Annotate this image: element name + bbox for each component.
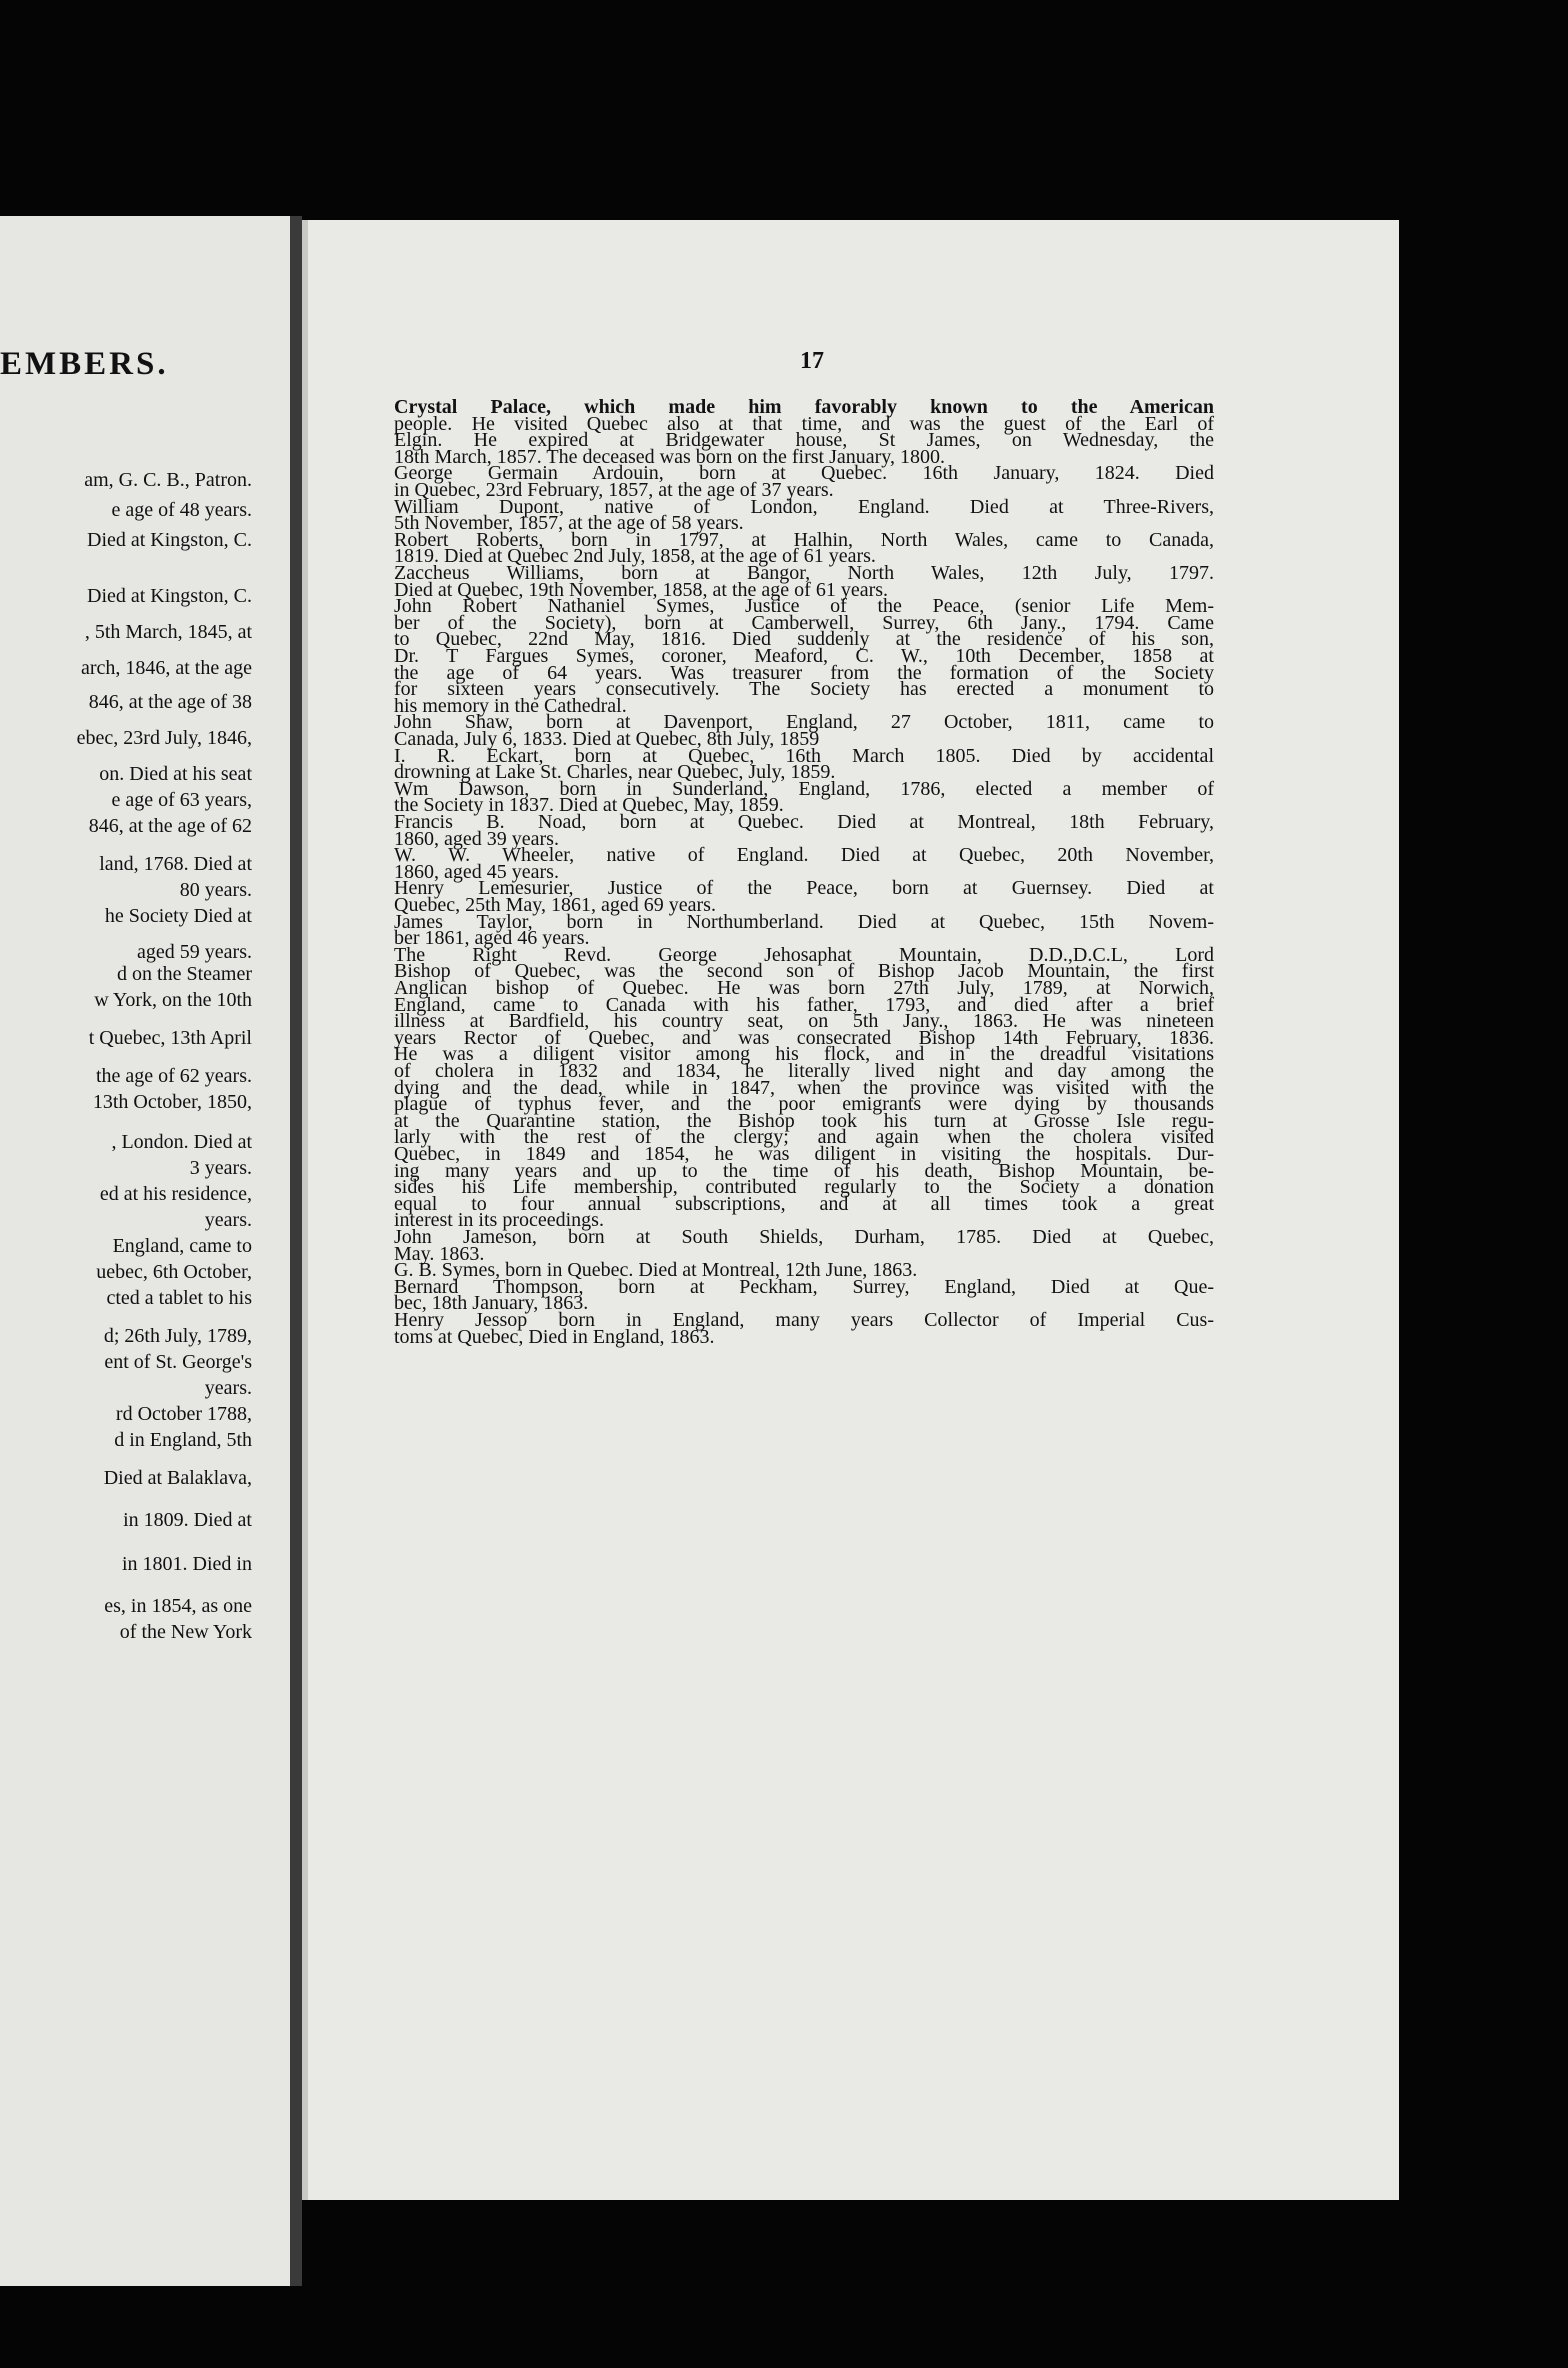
body-text-line: interest in its proceedings. [394, 1209, 604, 1232]
body-text-line: at the Quarantine station, the Bishop took his turn at Grosse Isle regu- [394, 1109, 1214, 1132]
left-page-line: d on the Steamer [117, 963, 252, 985]
body-text-line: John Robert Nathaniel Symes, Justice of the Peace, (senior Life Mem- [394, 595, 1214, 618]
body-text-line: Canada, July 6, 1833. Died at Quebec, 8th July, 1859 [394, 728, 820, 750]
body-text-line: 1860, aged 39 years. [394, 827, 559, 850]
left-page-line: t Quebec, 13th April [88, 1027, 252, 1049]
left-page-line: d in England, 5th [114, 1429, 252, 1451]
body-text-line: G. B. Symes, born in Quebec. Died at Montreal, 12th June, 1863. [394, 1259, 918, 1282]
left-page-line: of the New York [119, 1621, 252, 1643]
body-text-line: bec, 18th January, 1863. [394, 1292, 589, 1315]
page-gutter [290, 216, 302, 2286]
body-text-line: dying and the dead, while in 1847, when the province was visited with the [394, 1076, 1214, 1099]
left-page-line: years. [204, 1209, 252, 1231]
body-text-line: to Quebec, 22nd May, 1816. Died suddenly at the residence of his son, [394, 628, 1214, 651]
left-page-line: in 1809. Died at [123, 1509, 252, 1531]
left-page-line: am, G. C. B., Patron. [84, 469, 252, 491]
left-page [0, 216, 290, 2286]
body-text-line: The Right Revd. George Jehosaphat Mountain, D.D.,D.C.L, Lord [394, 943, 1214, 966]
left-page-line: ebec, 23rd July, 1846, [76, 727, 252, 749]
left-page-line: e age of 48 years. [111, 499, 252, 521]
left-page-line: ent of St. George's [104, 1351, 252, 1373]
left-page-line: rd October 1788, [115, 1403, 252, 1425]
body-text-line: Henry Lemesurier, Justice of the Peace, born at Guernsey. Died at [394, 877, 1214, 900]
left-page-line: d; 26th July, 1789, [103, 1325, 252, 1347]
body-text-line: England, came to Canada with his father, 1793, and died after a brief [394, 993, 1214, 1016]
left-page-line: es, in 1854, as one [104, 1595, 252, 1617]
left-page-line: ed at his residence, [99, 1183, 252, 1205]
body-text-line: Anglican bishop of Quebec. He was born 27th July, 1789, at Norwich, [394, 977, 1214, 999]
body-text-line: people. He visited Quebec also at that time, and was the guest of the Earl of [394, 412, 1214, 435]
left-page-line: on. Died at his seat [99, 763, 252, 785]
body-text-line: in Quebec, 23rd February, 1857, at the age of 37 years. [394, 479, 834, 501]
left-page-line: , London. Died at [111, 1131, 252, 1153]
page-edge-shadow [302, 220, 308, 2200]
left-page-line: Died at Kingston, C. [87, 585, 252, 607]
body-text-line: illness at Bardfield, his country seat, on 5th Jany., 1863. He was nineteen [394, 1010, 1214, 1033]
body-text-line: I. R. Eckart, born at Quebec, 16th March 1805. Died by accidental [394, 744, 1214, 767]
body-text-line: equal to four annual subscriptions, and at all times took a great [394, 1192, 1214, 1215]
left-page-line: 846, at the age of 62 [88, 815, 252, 837]
body-text-line: John Jameson, born at South Shields, Durham, 1785. Died at Quebec, [394, 1226, 1214, 1248]
right-page [302, 220, 1399, 2200]
body-text-line: Crystal Palace, which made him favorably known to the American [394, 396, 1214, 418]
body-text-line: drowning at Lake St. Charles, near Quebec, July, 1859. [394, 761, 836, 784]
left-page-line: he Society Died at [104, 905, 252, 927]
body-text-line: Francis B. Noad, born at Quebec. Died at Montreal, 18th February, [394, 811, 1214, 833]
body-text-line: the Society in 1837. Died at Quebec, May, 1859. [394, 794, 784, 817]
left-page-line: England, came to [112, 1235, 252, 1257]
left-page-line: w York, on the 10th [94, 989, 252, 1011]
left-page-line: uebec, 6th October, [96, 1261, 252, 1283]
body-text-line: for sixteen years consecutively. The Society has erected a monument to [394, 678, 1214, 701]
body-text-line: Wm Dawson, born in Sunderland, England, 1786, elected a member of [394, 777, 1214, 800]
left-page-line: years. [204, 1377, 252, 1399]
left-page-line: 80 years. [179, 879, 252, 901]
body-text-line: May. 1863. [394, 1242, 485, 1265]
body-text-line: Robert Roberts, born in 1797, at Halhin, North Wales, came to Canada, [394, 528, 1214, 551]
body-text-line: W. W. Wheeler, native of England. Died at Quebec, 20th November, [394, 844, 1214, 867]
body-text-line: He was a diligent visitor among his flock, and in the dreadful visitations [394, 1043, 1214, 1066]
left-page-line: 846, at the age of 38 [88, 691, 252, 713]
body-text-line: plague of typhus fever, and the poor emigrants were dying by thousands [394, 1093, 1214, 1116]
left-page-line: arch, 1846, at the age [80, 657, 252, 679]
body-text-line: Quebec, 25th May, 1861, aged 69 years. [394, 894, 716, 916]
body-text-line: his memory in the Cathedral. [394, 694, 627, 717]
body-text-line: 5th November, 1857, at the age of 58 years. [394, 512, 744, 535]
body-text-line: Dr. T Fargues Symes, coroner, Meaford, C. W., 10th December, 1858 at [394, 645, 1214, 667]
left-page-line: 3 years. [189, 1157, 252, 1179]
left-page-line: land, 1768. Died at [99, 853, 252, 875]
body-text-line: the age of 64 years. Was treasurer from the formation of the Society [394, 661, 1214, 684]
body-text-line: sides his Life membership, contributed regularly to the Society a donation [394, 1176, 1214, 1199]
body-text-line: of cholera in 1832 and 1834, he literally lived night and day among the [394, 1060, 1214, 1082]
body-text-line: 18th March, 1857. The deceased was born on the first January, 1800. [394, 445, 945, 468]
body-text-line: Elgin. He expired at Bridgewater house, St James, on Wednesday, the [394, 429, 1214, 452]
body-text-line: ber 1861, aged 46 years. [394, 927, 590, 950]
left-page-line: , 5th March, 1845, at [84, 621, 252, 643]
body-text-line: Died at Quebec, 19th November, 1858, at the age of 61 years. [394, 578, 889, 601]
body-text-line: James Taylor, born in Northumberland. Died at Quebec, 15th Novem- [394, 910, 1214, 933]
body-text-line: years Rector of Quebec, and was consecrated Bishop 14th February, 1836. [394, 1026, 1214, 1049]
left-page-line: cted a tablet to his [106, 1287, 252, 1309]
body-text-line: toms at Quebec, Died in England, 1863. [394, 1325, 715, 1348]
body-text-line: ing many years and up to the time of his death, Bishop Mountain, be- [394, 1159, 1214, 1182]
body-text-line: Zaccheus Williams, born at Bangor, North Wales, 12th July, 1797. [394, 562, 1214, 584]
body-text-line: George Germain Ardouin, born at Quebec. 16th January, 1824. Died [394, 462, 1214, 485]
body-text-line: larly with the rest of the clergy; and again when the cholera visited [394, 1126, 1214, 1149]
left-page-heading: EMBERS. [0, 346, 169, 382]
body-text-line: William Dupont, native of London, England. Died at Three-Rivers, [394, 495, 1214, 518]
body-text-line: John Shaw, born at Davenport, England, 27 October, 1811, came to [394, 711, 1214, 734]
body-text-line: Henry Jessop born in England, many years Collector of Imperial Cus- [394, 1309, 1214, 1331]
body-text-line: 1860, aged 45 years. [394, 860, 559, 883]
body-text-line: Bernard Thompson, born at Peckham, Surrey, England, Died at Que- [394, 1275, 1214, 1298]
body-text-line: ber of the Society), born at Camberwell, Surrey, 6th Jany., 1794. Came [394, 611, 1214, 634]
left-page-line: Died at Kingston, C. [87, 529, 252, 551]
body-text-line: 1819. Died at Quebec 2nd July, 1858, at the age of 61 years. [394, 545, 876, 568]
body-text-line: Bishop of Quebec, was the second son of Bishop Jacob Mountain, the first [394, 960, 1214, 983]
page-number: 17 [800, 348, 824, 374]
left-page-line: 13th October, 1850, [92, 1091, 252, 1113]
left-page-line: e age of 63 years, [111, 789, 252, 811]
left-page-line: aged 59 years. [137, 941, 252, 963]
body-text-line: Quebec, in 1849 and 1854, he was diligent in visiting the hospitals. Dur- [394, 1143, 1214, 1165]
left-page-line: in 1801. Died in [122, 1553, 252, 1575]
left-page-line: Died at Balaklava, [103, 1467, 252, 1489]
left-page-line: the age of 62 years. [95, 1065, 252, 1087]
